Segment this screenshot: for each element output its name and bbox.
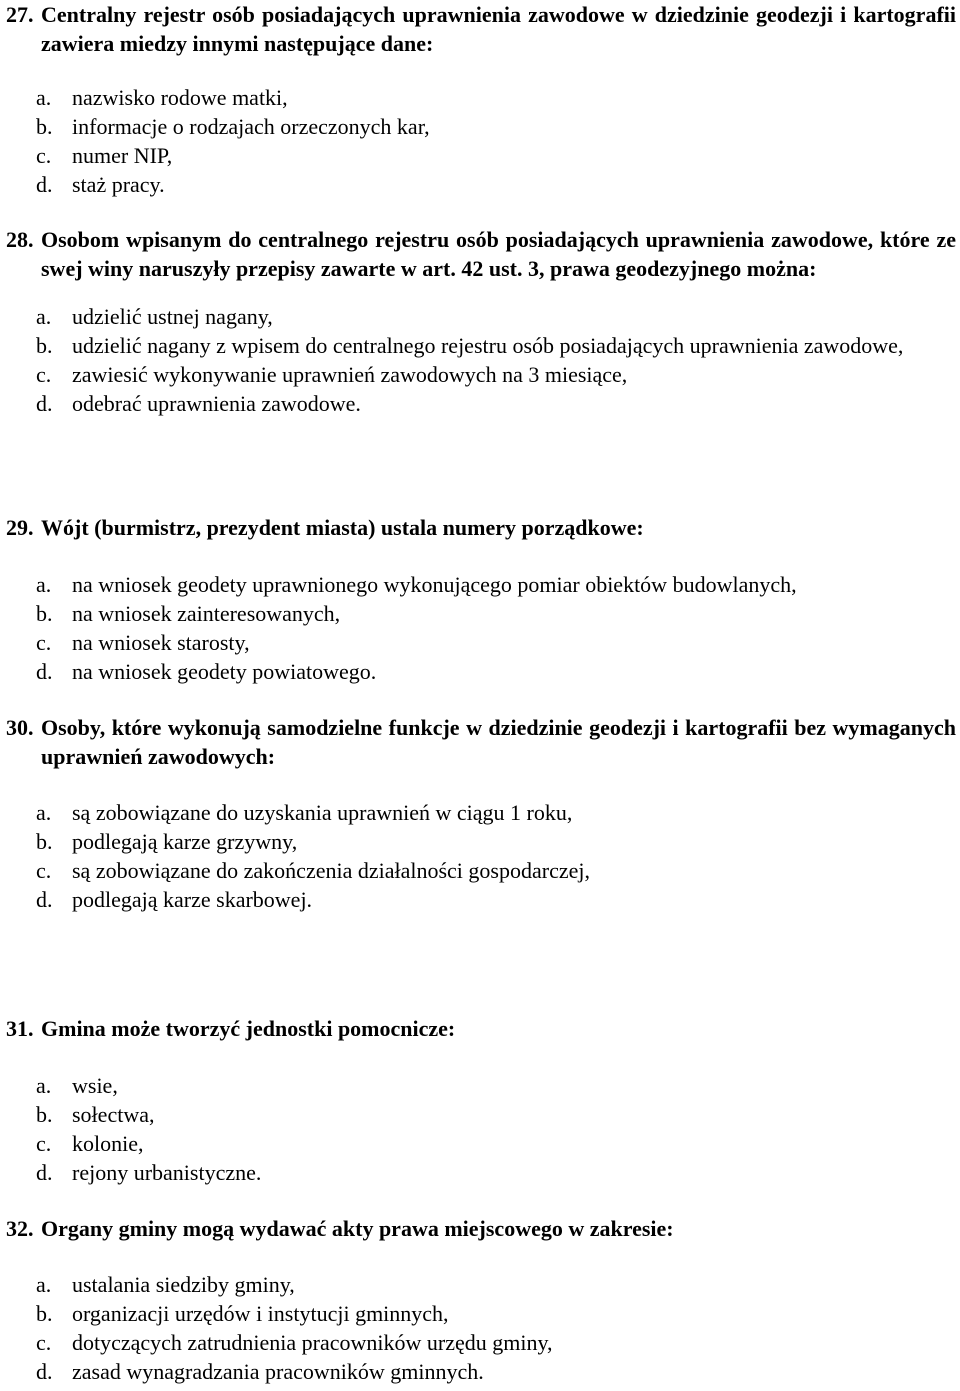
- question-text: Gmina może tworzyć jednostki pomocnicze:: [41, 1016, 456, 1041]
- option-letter: c.: [36, 362, 52, 387]
- option-letter: a.: [36, 1073, 52, 1098]
- option-text: są zobowiązane do uzyskania uprawnień w ciągu 1 roku,: [72, 800, 573, 825]
- option-letter: b.: [36, 1102, 53, 1127]
- answer-option-a: [0, 83, 960, 112]
- answer-option-d: [0, 1357, 960, 1386]
- option-letter: c.: [36, 1131, 52, 1156]
- question-number: 31.: [6, 1016, 34, 1041]
- option-text: dotyczących zatrudnienia pracowników urzędu gminy,: [72, 1330, 553, 1355]
- question-number: 30.: [6, 715, 34, 740]
- question-text: Organy gminy mogą wydawać akty prawa miejscowego w zakresie:: [41, 1216, 674, 1241]
- option-text: są zobowiązane do zakończenia działalności gospodarczej,: [72, 858, 590, 883]
- question-27-heading: [0, 0, 960, 58]
- question-28: [0, 225, 960, 418]
- option-text: odebrać uprawnienia zawodowe.: [72, 391, 361, 416]
- question-text: Osoby, które wykonują samodzielne funkcje w dziedzinie geodezji i kartografii bez wymaganych uprawnień zawodowych:: [41, 715, 956, 769]
- option-letter: a.: [36, 1272, 52, 1297]
- option-letter: b.: [36, 601, 53, 626]
- option-text: staż pracy.: [72, 172, 165, 197]
- option-text: na wniosek starosty,: [72, 630, 250, 655]
- question-30: [0, 713, 960, 914]
- question-31: [0, 1014, 960, 1187]
- question-number: 32.: [6, 1216, 34, 1241]
- question-30-heading: [0, 713, 960, 771]
- question-32: [0, 1214, 960, 1386]
- question-text: Wójt (burmistrz, prezydent miasta) ustala numery porządkowe:: [41, 515, 644, 540]
- answer-option-a: [0, 798, 960, 827]
- question-text: Osobom wpisanym do centralnego rejestru osób posiadających uprawnienia zawodowe, które ze swej winy naruszyły przepisy zawarte w art. 42 ust. 3, prawa geodezyjnego można:: [41, 227, 956, 281]
- question-31-heading: [0, 1014, 960, 1043]
- answer-option-c: [0, 856, 960, 885]
- question-29-heading: [0, 513, 960, 542]
- option-text: nazwisko rodowe matki,: [72, 85, 288, 110]
- question-28-heading: [0, 225, 960, 283]
- option-text: zawiesić wykonywanie uprawnień zawodowych na 3 miesiące,: [72, 362, 628, 387]
- answer-options: [0, 1071, 960, 1187]
- option-text: na wniosek geodety uprawnionego wykonującego pomiar obiektów budowlanych,: [72, 572, 797, 597]
- option-letter: c.: [36, 1330, 52, 1355]
- question-number: 29.: [6, 515, 34, 540]
- answer-option-d: [0, 389, 960, 418]
- question-29: [0, 513, 960, 686]
- option-text: wsie,: [72, 1073, 118, 1098]
- option-letter: a.: [36, 304, 52, 329]
- question-27: [0, 0, 960, 199]
- option-text: na wniosek zainteresowanych,: [72, 601, 341, 626]
- option-text: sołectwa,: [72, 1102, 155, 1127]
- answer-option-c: [0, 1129, 960, 1158]
- option-letter: a.: [36, 85, 52, 110]
- answer-option-c: [0, 360, 960, 389]
- option-text: kolonie,: [72, 1131, 144, 1156]
- answer-option-b: [0, 827, 960, 856]
- answer-option-b: [0, 112, 960, 141]
- answer-option-d: [0, 170, 960, 199]
- answer-option-d: [0, 657, 960, 686]
- option-text: ustalania siedziby gminy,: [72, 1272, 295, 1297]
- option-text: informacje o rodzajach orzeczonych kar,: [72, 114, 430, 139]
- question-number: 27.: [6, 2, 34, 27]
- answer-option-b: [0, 331, 960, 360]
- option-letter: d.: [36, 172, 53, 197]
- option-text: organizacji urzędów i instytucji gminnych,: [72, 1301, 449, 1326]
- answer-option-a: [0, 570, 960, 599]
- option-letter: b.: [36, 1301, 53, 1326]
- option-letter: a.: [36, 800, 52, 825]
- option-text: rejony urbanistyczne.: [72, 1160, 262, 1185]
- option-text: na wniosek geodety powiatowego.: [72, 659, 377, 684]
- option-letter: d.: [36, 1359, 53, 1384]
- answer-options: [0, 83, 960, 199]
- answer-option-c: [0, 1328, 960, 1357]
- answer-option-c: [0, 141, 960, 170]
- answer-options: [0, 570, 960, 686]
- option-letter: c.: [36, 143, 52, 168]
- question-number: 28.: [6, 227, 34, 252]
- option-letter: d.: [36, 659, 53, 684]
- option-text: zasad wynagradzania pracowników gminnych.: [72, 1359, 484, 1384]
- option-letter: d.: [36, 391, 53, 416]
- answer-option-c: [0, 628, 960, 657]
- option-text: udzielić ustnej nagany,: [72, 304, 273, 329]
- question-text: Centralny rejestr osób posiadających uprawnienia zawodowe w dziedzinie geodezji i kartografii zawiera miedzy innymi następujące dane:: [41, 2, 956, 56]
- option-letter: d.: [36, 887, 53, 912]
- answer-option-b: [0, 599, 960, 628]
- option-letter: c.: [36, 630, 52, 655]
- question-32-heading: [0, 1214, 960, 1243]
- option-letter: c.: [36, 858, 52, 883]
- answer-option-d: [0, 885, 960, 914]
- answer-options: [0, 798, 960, 914]
- option-letter: a.: [36, 572, 52, 597]
- option-text: podlegają karze grzywny,: [72, 829, 298, 854]
- option-text: udzielić nagany z wpisem do centralnego rejestru osób posiadających uprawnienia zawodowe,: [72, 333, 904, 358]
- option-letter: b.: [36, 333, 53, 358]
- option-text: podlegają karze skarbowej.: [72, 887, 313, 912]
- answer-options: [0, 1270, 960, 1386]
- answer-option-b: [0, 1100, 960, 1129]
- answer-option-d: [0, 1158, 960, 1187]
- answer-option-a: [0, 1071, 960, 1100]
- option-letter: d.: [36, 1160, 53, 1185]
- answer-option-a: [0, 302, 960, 331]
- option-letter: b.: [36, 829, 53, 854]
- option-text: numer NIP,: [72, 143, 173, 168]
- answer-option-a: [0, 1270, 960, 1299]
- option-letter: b.: [36, 114, 53, 139]
- answer-option-b: [0, 1299, 960, 1328]
- answer-options: [0, 302, 960, 418]
